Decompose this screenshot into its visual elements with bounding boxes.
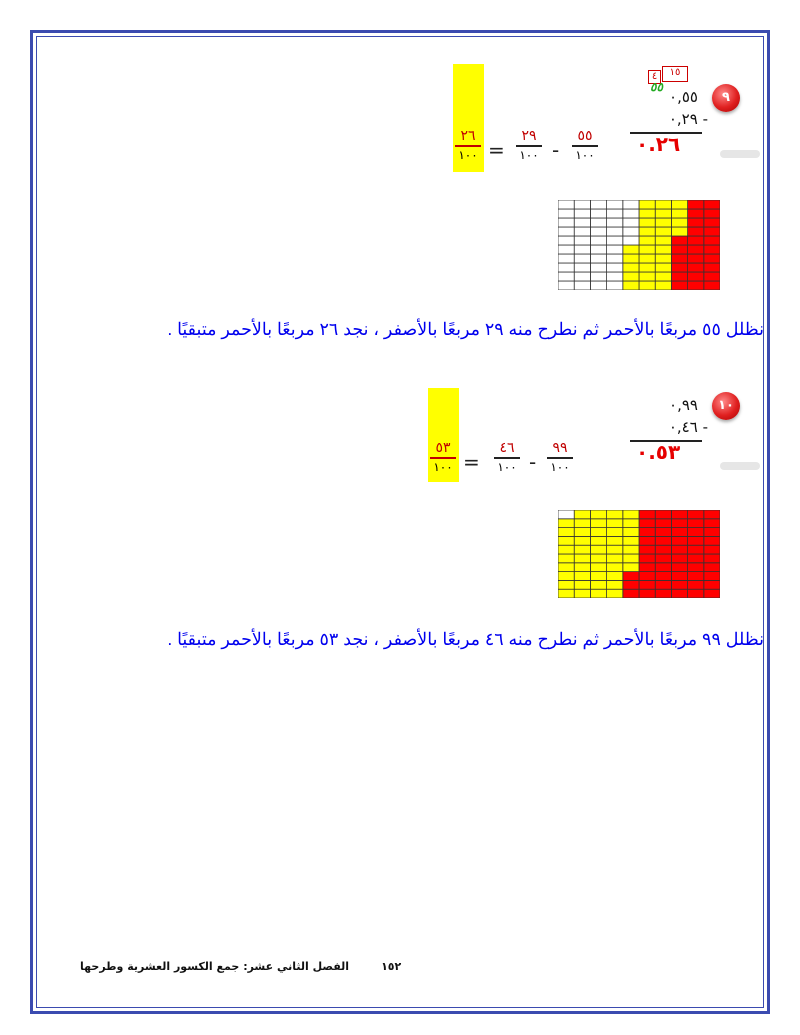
grid-cell	[688, 272, 704, 281]
column-result: ٠.٥٣	[636, 440, 681, 464]
grid-cell	[655, 563, 671, 572]
grid-cell	[558, 580, 574, 589]
grid-cell	[574, 200, 590, 209]
grid-cell	[704, 545, 720, 554]
grid-cell	[704, 281, 720, 290]
grid-cell	[607, 218, 623, 227]
grid-cell	[655, 528, 671, 537]
grid-cell	[590, 580, 606, 589]
grid-cell	[574, 554, 590, 563]
grid-cell	[688, 227, 704, 236]
grid-cell	[623, 254, 639, 263]
grid-cell	[655, 209, 671, 218]
grid-cell	[639, 589, 655, 598]
grid-cell	[639, 510, 655, 519]
minus-sign: -	[552, 138, 560, 162]
fraction-numerator: ٩٩	[552, 440, 568, 456]
grid-cell	[590, 218, 606, 227]
grid-cell	[704, 528, 720, 537]
grid-cell	[655, 580, 671, 589]
grid-cell	[574, 528, 590, 537]
grid-cell	[671, 281, 687, 290]
grid-cell	[574, 245, 590, 254]
grid-cell	[558, 536, 574, 545]
footer-chapter: الفصل الثاني عشر:	[243, 960, 350, 973]
grid-cell	[688, 536, 704, 545]
grid-cell	[671, 272, 687, 281]
grid-cell	[671, 563, 687, 572]
equals-sign: =	[463, 450, 480, 474]
grid-cell	[671, 209, 687, 218]
grid-cell	[558, 254, 574, 263]
grid-cell	[671, 589, 687, 598]
grid-cell	[688, 263, 704, 272]
grid-cell	[558, 554, 574, 563]
grid-cell	[607, 263, 623, 272]
fraction-numerator: ٥٣	[435, 440, 451, 456]
grid-cell	[704, 254, 720, 263]
column-bottom-number: ٠,٤٦ -	[668, 418, 708, 436]
grid-cell	[688, 200, 704, 209]
grid-cell	[574, 510, 590, 519]
grid-cell	[639, 580, 655, 589]
grid-cell	[688, 281, 704, 290]
subtrahend-fraction	[516, 128, 542, 162]
grid-cell	[688, 554, 704, 563]
grid-cell	[590, 200, 606, 209]
grid-cell	[590, 554, 606, 563]
grid-cell	[590, 536, 606, 545]
grid-cell	[704, 200, 720, 209]
grid-cell	[558, 563, 574, 572]
grid-cell	[574, 519, 590, 528]
grid-cell	[704, 245, 720, 254]
grid-cell	[558, 572, 574, 581]
fraction-numerator: ٢٩	[521, 128, 537, 144]
grid-cell	[655, 272, 671, 281]
grid-cell	[558, 245, 574, 254]
grid-cell	[639, 554, 655, 563]
grid-cell	[671, 528, 687, 537]
grid-cell	[639, 528, 655, 537]
answer-fraction	[430, 440, 456, 474]
grid-cell	[655, 227, 671, 236]
grid-cell	[623, 510, 639, 519]
grid-cell	[607, 563, 623, 572]
grid-cell	[574, 263, 590, 272]
grid-cell	[607, 545, 623, 554]
grid-cell	[607, 519, 623, 528]
grid-cell	[688, 580, 704, 589]
grid-cell	[574, 536, 590, 545]
grid-cell	[639, 236, 655, 245]
grid-cell	[688, 563, 704, 572]
grid-cell	[590, 510, 606, 519]
grid-cell	[639, 519, 655, 528]
grid-cell	[558, 519, 574, 528]
grid-cell	[574, 281, 590, 290]
grid-cell	[688, 519, 704, 528]
grid-cell	[607, 209, 623, 218]
grid-cell	[607, 227, 623, 236]
grid-cell	[671, 263, 687, 272]
grid-cell	[623, 572, 639, 581]
grid-cell	[607, 281, 623, 290]
grid-cell	[671, 254, 687, 263]
grid-cell	[688, 528, 704, 537]
grid-cell	[671, 245, 687, 254]
grid-cell	[623, 272, 639, 281]
grid-cell	[704, 272, 720, 281]
subtrahend-fraction	[494, 440, 520, 474]
grid-cell	[558, 589, 574, 598]
grid-cell	[671, 200, 687, 209]
grid-cell	[655, 510, 671, 519]
grid-cell	[655, 572, 671, 581]
fraction-bar	[516, 145, 542, 147]
grid-cell	[607, 272, 623, 281]
grid-cell	[574, 227, 590, 236]
grid-cell	[655, 519, 671, 528]
grid-cell	[574, 572, 590, 581]
grid-cell	[623, 580, 639, 589]
grid-cell	[688, 545, 704, 554]
badge-shadow	[720, 150, 760, 158]
column-top-number: ٠,٥٥	[669, 88, 698, 106]
grid-cell	[688, 589, 704, 598]
grid-cell	[558, 227, 574, 236]
grid-cell	[607, 528, 623, 537]
grid-cell	[623, 236, 639, 245]
grid-cell	[704, 263, 720, 272]
grid-cell	[639, 545, 655, 554]
grid-cell	[623, 200, 639, 209]
grid-cell	[574, 563, 590, 572]
grid-cell	[671, 554, 687, 563]
grid-cell	[607, 245, 623, 254]
grid-cell	[590, 236, 606, 245]
grid-cell	[623, 218, 639, 227]
grid-cell	[574, 272, 590, 281]
annotation-green-digits: ٥٥	[650, 80, 663, 94]
badge-shadow	[720, 462, 760, 470]
grid-cell	[623, 554, 639, 563]
grid-cell	[655, 236, 671, 245]
grid-cell	[655, 200, 671, 209]
grid-cell	[704, 209, 720, 218]
grid-cell	[671, 218, 687, 227]
grid-cell	[558, 281, 574, 290]
grid-cell	[607, 580, 623, 589]
grid-cell	[639, 263, 655, 272]
grid-cell	[671, 545, 687, 554]
grid-cell	[639, 536, 655, 545]
column-top-number: ٠,٩٩	[669, 396, 698, 414]
minuend-fraction	[572, 128, 598, 162]
grid-cell	[671, 510, 687, 519]
grid-cell	[590, 563, 606, 572]
grid-cell	[671, 519, 687, 528]
grid-cell	[590, 528, 606, 537]
fraction-numerator: ٢٦	[460, 128, 476, 144]
fraction-denominator: ١٠٠	[458, 147, 478, 162]
grid-cell	[590, 263, 606, 272]
grid-cell	[574, 209, 590, 218]
grid-cell	[623, 227, 639, 236]
grid-cell	[655, 218, 671, 227]
fraction-denominator: ١٠٠	[550, 459, 570, 474]
grid-cell	[590, 245, 606, 254]
annotation-box-large: ١٥	[662, 66, 688, 82]
grid-cell	[688, 209, 704, 218]
grid-cell	[607, 510, 623, 519]
grid-cell	[671, 227, 687, 236]
grid-cell	[574, 580, 590, 589]
grid-cell	[590, 589, 606, 598]
grid-cell	[704, 510, 720, 519]
grid-cell	[590, 227, 606, 236]
grid-cell	[590, 572, 606, 581]
grid-cell	[607, 554, 623, 563]
grid-cell	[704, 554, 720, 563]
grid-cell	[639, 227, 655, 236]
grid-cell	[704, 227, 720, 236]
grid-cell	[655, 589, 671, 598]
grid-cell	[704, 563, 720, 572]
fraction-bar	[572, 145, 598, 147]
grid-cell	[655, 545, 671, 554]
grid-cell	[574, 589, 590, 598]
grid-cell	[671, 572, 687, 581]
grid-cell	[671, 236, 687, 245]
grid-cell	[558, 510, 574, 519]
grid-cell	[558, 263, 574, 272]
column-result: ٠.٢٦	[636, 132, 681, 156]
grid-cell	[574, 236, 590, 245]
grid-cell	[671, 580, 687, 589]
grid-cell	[590, 281, 606, 290]
grid-cell	[688, 254, 704, 263]
grid-cell	[639, 281, 655, 290]
grid-cell	[623, 563, 639, 572]
grid-cell	[623, 519, 639, 528]
fraction-denominator: ١٠٠	[433, 459, 453, 474]
grid-cell	[704, 236, 720, 245]
hundredths-grid	[558, 200, 720, 290]
grid-cell	[655, 263, 671, 272]
fraction-bar	[455, 145, 481, 147]
grid-cell	[623, 263, 639, 272]
grid-cell	[558, 200, 574, 209]
grid-cell	[655, 281, 671, 290]
grid-cell	[704, 580, 720, 589]
grid-cell	[590, 545, 606, 554]
grid-cell	[688, 236, 704, 245]
grid-cell	[639, 563, 655, 572]
grid-cell	[639, 254, 655, 263]
grid-cell	[688, 510, 704, 519]
grid-cell	[590, 254, 606, 263]
grid-cell	[704, 536, 720, 545]
grid-cell	[590, 209, 606, 218]
grid-cell	[655, 536, 671, 545]
grid-cell	[607, 536, 623, 545]
grid-cell	[623, 589, 639, 598]
grid-cell	[558, 236, 574, 245]
grid-cell	[590, 519, 606, 528]
grid-cell	[558, 528, 574, 537]
fraction-numerator: ٥٥	[577, 128, 593, 144]
footer-title: جمع الكسور العشرية وطرحها	[80, 960, 240, 973]
equals-sign: =	[488, 138, 505, 162]
fraction-denominator: ١٠٠	[497, 459, 517, 474]
grid-cell	[704, 589, 720, 598]
annotation-box-small: ٤	[648, 70, 661, 84]
page-footer	[80, 960, 401, 973]
grid-cell	[704, 519, 720, 528]
explanation-text: نظلل ٩٩ مربعًا بالأحمر ثم نطرح منه ٤٦ مربعًا بالأصفر ، نجد ٥٣ مربعًا بالأحمر متبقيًا .	[167, 629, 764, 649]
grid-cell	[574, 218, 590, 227]
fraction-denominator: ١٠٠	[575, 147, 595, 162]
grid-cell	[688, 572, 704, 581]
grid-cell	[671, 536, 687, 545]
grid-cell	[558, 218, 574, 227]
footer-page-number: ١٥٢	[381, 960, 402, 973]
grid-cell	[704, 218, 720, 227]
grid-cell	[574, 254, 590, 263]
grid-cell	[607, 236, 623, 245]
problem-number-badge: ٩	[712, 84, 740, 112]
grid-cell	[558, 545, 574, 554]
grid-cell	[655, 254, 671, 263]
grid-cell	[623, 545, 639, 554]
grid-cell	[623, 245, 639, 254]
minus-sign: -	[529, 450, 537, 474]
grid-cell	[704, 572, 720, 581]
column-bottom-number: ٠,٢٩ -	[668, 110, 708, 128]
fraction-numerator: ٤٦	[499, 440, 515, 456]
grid-cell	[639, 572, 655, 581]
fraction-bar	[547, 457, 573, 459]
grid-cell	[607, 572, 623, 581]
grid-cell	[639, 200, 655, 209]
grid-cell	[623, 536, 639, 545]
grid-cell	[688, 218, 704, 227]
fraction-bar	[430, 457, 456, 459]
grid-cell	[655, 554, 671, 563]
grid-cell	[607, 254, 623, 263]
fraction-denominator: ١٠٠	[519, 147, 539, 162]
grid-cell	[590, 272, 606, 281]
grid-cell	[639, 272, 655, 281]
grid-cell	[607, 200, 623, 209]
grid-cell	[558, 209, 574, 218]
fraction-bar	[494, 457, 520, 459]
grid-cell	[623, 281, 639, 290]
hundredths-grid	[558, 510, 720, 598]
grid-cell	[639, 218, 655, 227]
grid-cell	[639, 209, 655, 218]
grid-cell	[558, 272, 574, 281]
answer-fraction	[455, 128, 481, 162]
grid-cell	[574, 545, 590, 554]
grid-cell	[623, 528, 639, 537]
grid-cell	[655, 245, 671, 254]
explanation-text: نظلل ٥٥ مربعًا بالأحمر ثم نطرح منه ٢٩ مربعًا بالأصفر ، نجد ٢٦ مربعًا بالأحمر متبقيًا .	[167, 319, 764, 339]
minuend-fraction	[547, 440, 573, 474]
grid-cell	[688, 245, 704, 254]
grid-cell	[623, 209, 639, 218]
grid-cell	[607, 589, 623, 598]
problem-number-badge: ١٠	[712, 392, 740, 420]
grid-cell	[639, 245, 655, 254]
